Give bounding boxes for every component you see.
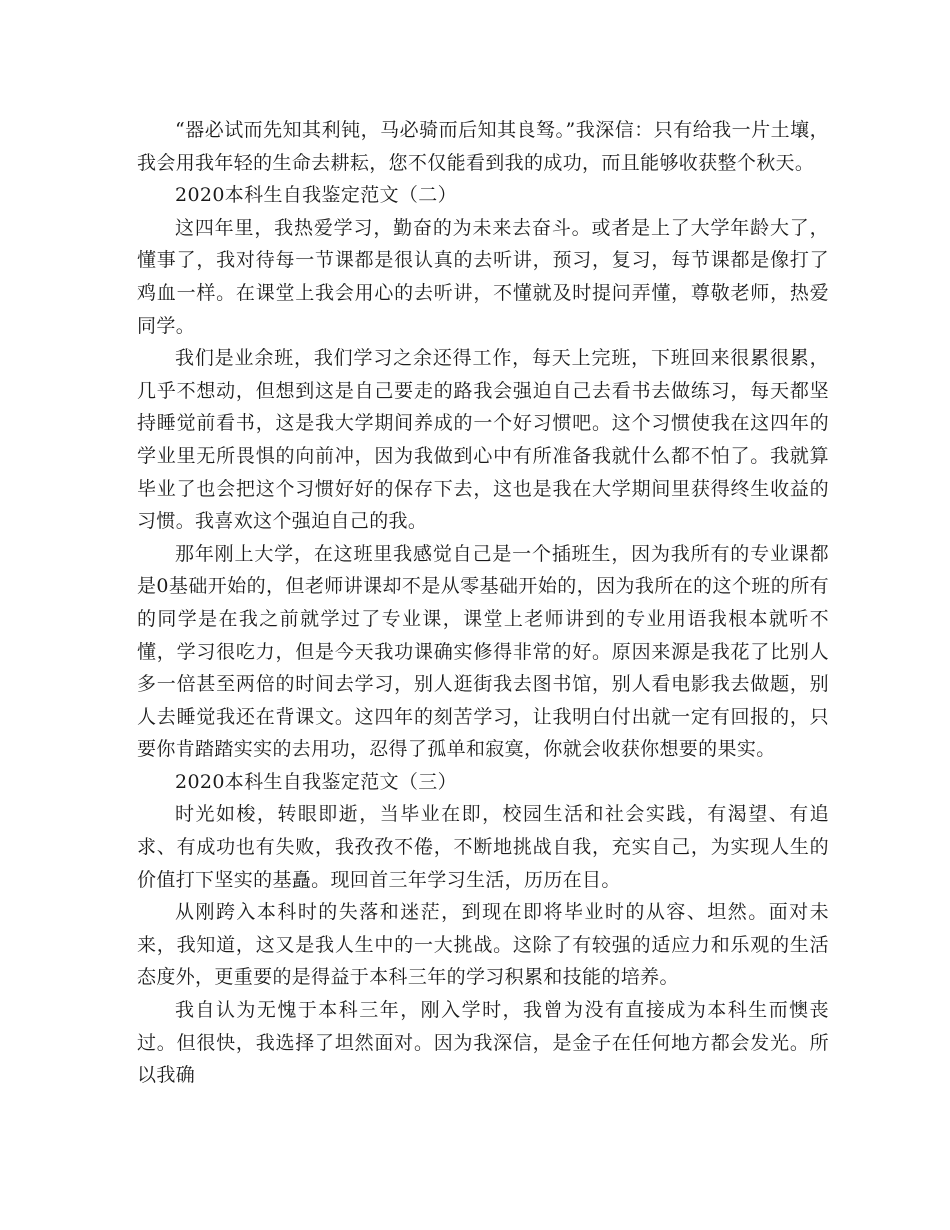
document-body	[137, 114, 829, 1092]
paragraph: 那年刚上大学，在这班里我感觉自己是一个插班生，因为我所有的专业课都是0基础开始的，但老师讲课却不是从零基础开始的，因为我所在的这个班的所有的同学是在我之前就学过了专业课，课堂上老师讲到的专业用语我根本就听不懂，学习很吃力，但是今天我功课确实修得非常的好。原因来源是我花了比别人多一倍甚至两倍的时间去学习，别人逛街我去图书馆，别人看电影我去做题，别人去睡觉我还在背课文。这四年的刻苦学习，让我明白付出就一定有回报的，只要你肯踏踏实实的去用功，忍得了孤单和寂寞，你就会收获你想要的果实。	[137, 542, 829, 761]
paragraph: 我们是业余班，我们学习之余还得工作，每天上完班，下班回来很累很累，几乎不想动，但想到这是自己要走的路我会强迫自己去看书去做练习，每天都坚持睡觉前看书，这是我大学期间养成的一个好习惯吧。这个习惯使我在这四年的学业里无所畏惧的向前冲，因为我做到心中有所准备我就什么都不怕了。我就算毕业了也会把这个习惯好好的保存下去，这也是我在大学期间里获得终生收益的习惯。我喜欢这个强迫自己的我。	[137, 347, 829, 533]
paragraph: 从刚跨入本科时的失落和迷茫，到现在即将毕业时的从容、坦然。面对未来，我知道，这又是我人生中的一大挑战。这除了有较强的适应力和乐观的生活态度外，更重要的是得益于本科三年的学习积累和技能的培养。	[137, 901, 829, 989]
paragraph: 时光如梭，转眼即逝，当毕业在即，校园生活和社会实践，有渴望、有追求、有成功也有失败，我孜孜不倦，不断地挑战自我，充实自己，为实现人生的价值打下坚实的基矗。现回首三年学习生活，历历在目。	[137, 803, 829, 891]
paragraph: 这四年里，我热爱学习，勤奋的为未来去奋斗。或者是上了大学年龄大了，懂事了，我对待每一节课都是很认真的去听讲，预习，复习，每节课都是像打了鸡血一样。在课堂上我会用心的去听讲，不懂就及时提问弄懂，尊敬老师，热爱同学。	[137, 216, 829, 337]
section-heading-two: 2020本科生自我鉴定范文（二）	[175, 184, 457, 207]
paragraph-truncated: 我自认为无愧于本科三年，刚入学时，我曾为没有直接成为本科生而懊丧过。但很快，我选择了坦然面对。因为我深信，是金子在任何地方都会发光。所以我确	[137, 999, 829, 1087]
section-heading-three: 2020本科生自我鉴定范文（三）	[175, 770, 457, 793]
paragraph-quote: “器必试而先知其利钝，马必骑而后知其良驽。”我深信：只有给我一片土壤，我会用我年轻的生命去耕耘，您不仅能看到我的成功，而且能够收获整个秋天。	[137, 119, 829, 174]
